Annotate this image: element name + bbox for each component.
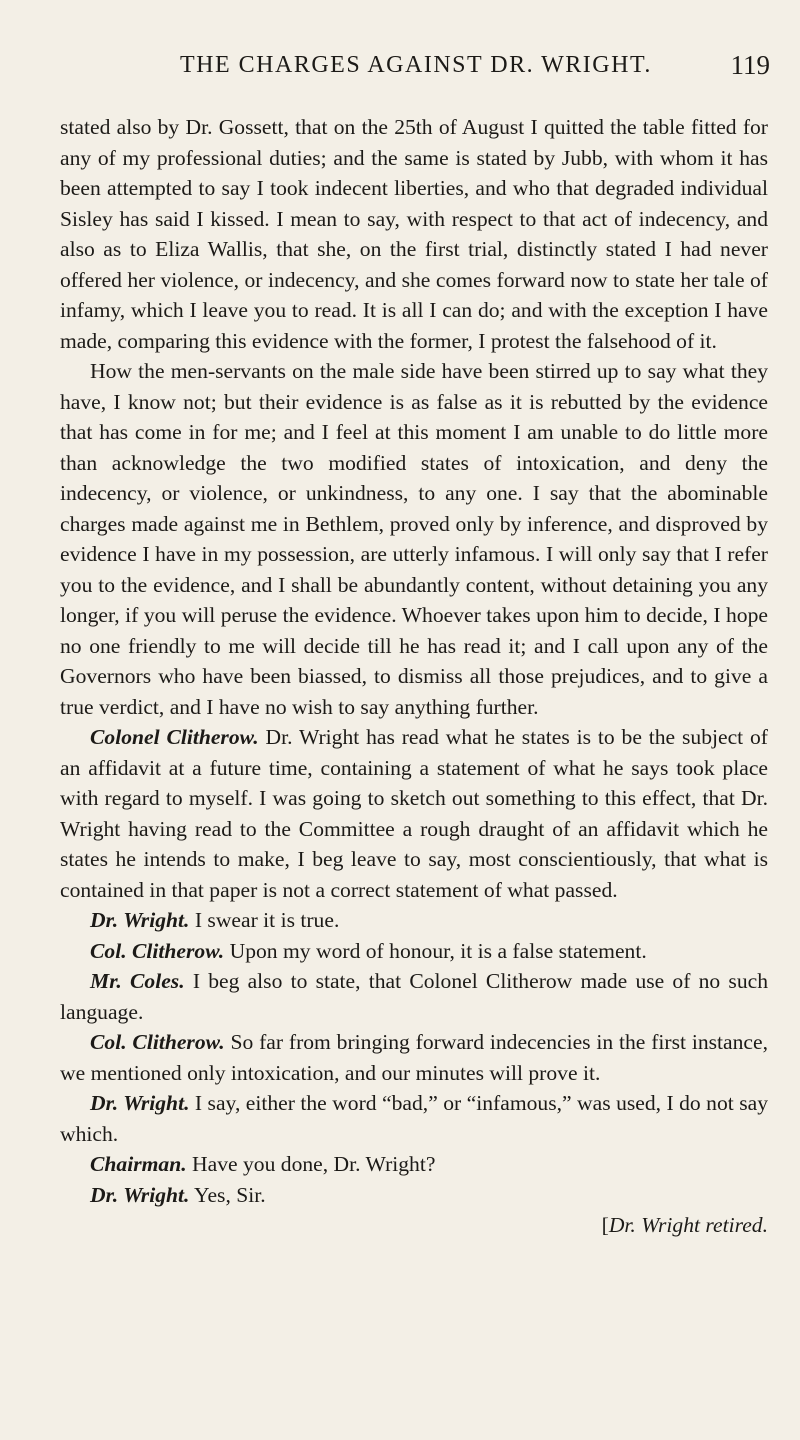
- speaker-name: Dr. Wright.: [90, 1182, 190, 1207]
- speech-text: I swear it is true.: [194, 908, 340, 932]
- speaker-name: Chairman.: [90, 1152, 187, 1176]
- page-body: [60, 112, 768, 1241]
- dialogue-paragraph: [60, 1088, 768, 1149]
- dialogue-paragraph: [60, 722, 768, 905]
- speech-text: Upon my word of honour, it is a false statement.: [229, 938, 647, 963]
- speaker-name: Col. Clitherow.: [90, 938, 225, 963]
- dialogue-paragraph: [60, 1180, 768, 1211]
- speaker-name: Colonel Clitherow.: [90, 725, 259, 749]
- dialogue-paragraph: [60, 936, 768, 967]
- stage-direction-bracket: [: [601, 1213, 609, 1237]
- speech-text: I beg also to state, that Colonel Clitherow made use of no such language.: [60, 969, 768, 1024]
- speech-text: I say, either the word “bad,” or “infamous,” was used, I do not say which.: [60, 1091, 768, 1146]
- paragraph: How the men-servants on the male side have been stirred up to say what they have, I know not; but their evidence is as false as it is rebutted by the evidence that has come in for me; and I feel at this moment I am unable to do little more than acknowledge the two modified states of intoxication, and deny the indecency, or violence, or unkindness, to any one. I say that the abominable charges made against me in Bethlem, proved only by inference, and disproved by evidence I have in my possession, are utterly infamous. I will only say that I refer you to the evidence, and I shall be abundantly content, without detaining you any longer, if you will peruse the evidence. Whoever takes upon him to decide, I hope no one friendly to me will decide till he has read it; and I call upon any of the Governors who have been biassed, to dismiss all those prejudices, and to give a true verdict, and I have no wish to say anything further.: [60, 359, 768, 719]
- dialogue-paragraph: [60, 905, 768, 936]
- paragraph: stated also by Dr. Gossett, that on the 25th of August I quitted the table fitted for any of my professional duties; and the same is stated by Jubb, with whom it has been attempted to say I took indecent liberties, and who that degraded individual Sisley has said I kissed. I mean to say, with respect to that act of indecency, and also as to Eliza Wallis, that she, on the first trial, distinctly stated I had never offered her violence, or indecency, and she comes forward now to state her tale of infamy, which I leave you to read. It is all I can do; and with the exception I have made, comparing this evidence with the former, I protest the falsehood of it.: [60, 115, 768, 353]
- speech-text: Have you done, Dr. Wright?: [192, 1152, 436, 1176]
- dialogue-paragraph: [60, 1149, 768, 1180]
- dialogue-paragraph: [60, 966, 768, 1027]
- stage-direction-text: Dr. Wright retired.: [608, 1213, 768, 1237]
- speaker-name: Dr. Wright.: [90, 1091, 190, 1115]
- speech-text: Yes, Sir.: [194, 1182, 266, 1207]
- running-title: THE CHARGES AGAINST DR. WRIGHT.: [180, 52, 652, 78]
- stage-direction: [60, 1210, 768, 1241]
- speaker-name: Mr. Coles.: [90, 969, 185, 993]
- speaker-name: Col. Clitherow.: [90, 1030, 225, 1054]
- speech-text: So far from bringing forward indecencies in the first instance, we mentioned only intoxication, and our minutes will prove it.: [60, 1030, 768, 1085]
- dialogue-paragraph: [60, 1027, 768, 1088]
- speaker-name: Dr. Wright.: [90, 908, 190, 932]
- speech-text: Dr. Wright has read what he states is to be the subject of an affidavit at a future time, containing a statement of what he says took place with regard to myself. I was going to sketch out something to this effect, that Dr. Wright having read to the Committee a rough draught of an affidavit which he states he intends to make, I beg leave to say, most conscientiously, that what is contained in that paper is not a correct statement of what passed.: [60, 725, 768, 902]
- page-number: 119: [730, 50, 770, 80]
